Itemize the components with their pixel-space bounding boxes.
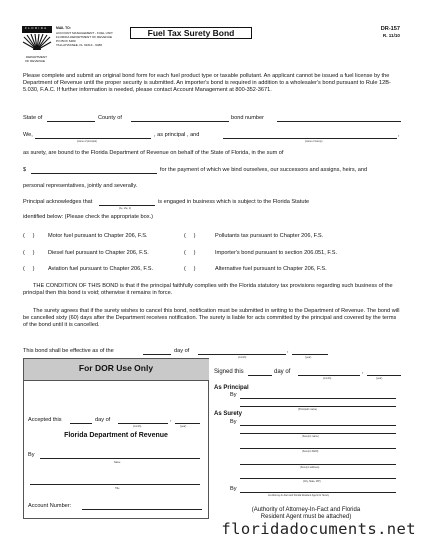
checkbox-alternative-fuel[interactable]: ( )	[184, 266, 196, 272]
bond-number-label: bond number	[231, 115, 264, 121]
effective-text: This bond shall be effective as of the	[23, 348, 114, 354]
signed-month-field[interactable]	[298, 375, 360, 376]
cancellation-paragraph: The surety agrees that if the surety wishes to cancel this bond, notification must be submitted in writing to the Department of Revenue. The bond will be cancelled sixty (60) days after the Department receives notification. The surety is liable for acts committed by the principal and covered by the terms of the bond until it is cancelled.	[23, 308, 400, 328]
signed-comma: ,	[362, 369, 364, 375]
form-revision: R. 11/10	[382, 33, 400, 38]
accepted-label: Accepted this	[28, 417, 62, 423]
checkbox-diesel-fuel[interactable]: ( )	[23, 250, 35, 256]
principal-by-label: By	[230, 392, 237, 398]
accepted-year-caption: (year)	[180, 425, 187, 428]
surety-bound-text: as surety, are bound to the Florida Department of Revenue on behalf of the State of Florida, in the sum of	[23, 150, 284, 156]
signed-day-field[interactable]	[248, 375, 272, 376]
accepted-day-field[interactable]	[70, 423, 92, 424]
form-title: Fuel Tax Surety Bond	[147, 28, 235, 38]
pollutants-label: Pollutants tax pursuant to Chapter 206, F.S.	[215, 233, 324, 239]
motor-fuel-label: Motor fuel pursuant to Chapter 206, F.S.	[48, 233, 148, 239]
dor-use-title: For DOR Use Only	[78, 363, 154, 373]
signed-year-caption: (year)	[376, 377, 383, 380]
dor-name-caption: Name	[114, 461, 121, 464]
checkbox-importers-bond[interactable]: ( )	[184, 250, 196, 256]
surety-fein-line[interactable]	[240, 448, 396, 449]
accepted-year-field[interactable]	[175, 423, 200, 424]
diesel-fuel-label: Diesel fuel pursuant to Chapter 206, F.S.	[48, 250, 149, 256]
surety-signature-field[interactable]	[240, 425, 396, 426]
authority-footnote-line-2: Resident Agent must be attached)	[260, 514, 352, 520]
as-principal-label: , as principal , and	[154, 132, 200, 138]
address-line-4: TALLAHASSEE, FL 32314 - 6480	[56, 42, 103, 47]
importers-bond-label: Importer's bond pursuant to section 206.051, F.S.	[215, 250, 338, 256]
form-number: DR-157	[380, 26, 400, 32]
city-state-zip-caption: (City, State, ZIP)	[303, 480, 321, 483]
seal-bottom-text-1: DEPARTMENT	[26, 55, 48, 59]
bond-sum-field[interactable]	[31, 173, 157, 174]
he-she-it-field[interactable]	[99, 205, 155, 206]
checkbox-aviation-fuel[interactable]: ( )	[23, 266, 35, 272]
surety-name-caption: (name of surety)	[305, 140, 323, 143]
aviation-fuel-label: Aviation fuel pursuant to Chapter 206, F.S.	[48, 266, 153, 272]
surety-fein-caption: (Surety's FEIN)	[302, 450, 319, 453]
bond-number-field[interactable]	[277, 121, 401, 122]
effective-comma: ,	[287, 348, 289, 354]
dollar-sign: $	[23, 167, 27, 173]
acknowledges-label: Principal acknowledges that	[23, 199, 93, 205]
mail-to-label: MAIL TO:	[56, 26, 71, 30]
accepted-month-field[interactable]	[118, 423, 168, 424]
dor-title-field[interactable]	[30, 484, 200, 485]
engaged-text: is engaged in business which is subject to the Florida Statute	[158, 199, 310, 205]
surety-address-caption: (Surety's address)	[300, 466, 320, 469]
watermark-text: floridadocuments.net	[221, 520, 416, 538]
intro-paragraph: Please complete and submit an original bond form for each fuel product type or taxable pollutant. An applicant cannot be issued a fuel license by the Department of Revenue until the proper security is submitted. An importer's bond is required in addition to a wholesaler's bond pursuant to Rule 12B-5.030, F.A.C. If further information is needed, please contact Account Management at 800-352-3671.	[23, 73, 391, 93]
surety-city-state-zip-line[interactable]	[240, 478, 396, 479]
address-line-2: FLORIDA DEPARTMENT OF REVENUE	[56, 34, 113, 39]
county-label: County of	[98, 115, 122, 121]
effective-day-field[interactable]	[143, 354, 171, 355]
county-field[interactable]	[131, 121, 229, 122]
surety-by-label: By	[230, 419, 237, 425]
jointly-text: personal representatives, jointly and severally.	[23, 183, 138, 189]
account-number-label: Account Number:	[28, 503, 72, 509]
comma-text: ,	[398, 132, 400, 138]
seal-top-text: FLORIDA	[25, 26, 48, 30]
accepted-day-of: day of	[95, 417, 111, 423]
seal-bottom-text-2: OF REVENUE	[25, 59, 46, 63]
principal-name-caption-right: (Principal's name)	[298, 408, 318, 411]
alternative-fuel-label: Alternative fuel pursuant to Chapter 206, F.S.	[215, 266, 327, 272]
state-label: State of	[23, 115, 43, 121]
dor-title-caption: Title	[115, 487, 120, 490]
dor-department-name: Florida Department of Revenue	[64, 432, 168, 439]
surety-name-caption-right: (Surety's name)	[302, 435, 319, 438]
we-label: We,	[23, 132, 33, 138]
principal-signature-field[interactable]	[240, 398, 396, 399]
attorney-by-label: By	[230, 486, 237, 492]
account-number-field[interactable]	[82, 509, 202, 510]
accepted-comma: ,	[170, 417, 172, 423]
checkbox-pollutants[interactable]: ( )	[184, 233, 196, 239]
effective-month-field[interactable]	[198, 354, 286, 355]
signed-month-caption: (month)	[323, 377, 332, 380]
accepted-month-caption: (month)	[133, 425, 142, 428]
address-line-1: ACCOUNT MANAGEMENT - FUEL UNIT	[56, 30, 113, 35]
effective-year-field[interactable]	[292, 354, 328, 355]
effective-day-of: day of	[174, 348, 190, 354]
attorney-caption: As Attorney-In-Fact and Florida Resident Agent for Surety	[268, 494, 329, 497]
signed-day-of: day of	[274, 369, 291, 375]
as-surety-heading: As Surety	[214, 411, 243, 417]
address-line-3: PO BOX 6480	[56, 38, 76, 43]
identified-text: identified below: (Please check the appropriate box.)	[23, 214, 153, 220]
signed-year-field[interactable]	[367, 375, 401, 376]
principal-name-caption: (name of principal)	[77, 140, 97, 143]
surety-name-line[interactable]	[240, 433, 396, 434]
principal-name-line[interactable]	[240, 406, 396, 407]
dor-by-label: By	[28, 452, 35, 458]
signed-text: Signed this	[214, 369, 244, 375]
dor-name-field[interactable]	[40, 458, 200, 459]
as-principal-heading: As Principal	[214, 385, 249, 391]
condition-paragraph: THE CONDITION OF THIS BOND is that if the principal faithfully complies with the Florida statutory tax provisions regarding such business of the principal then this bond is void; otherwise it remains in force.	[23, 283, 393, 296]
attorney-signature-field[interactable]	[240, 492, 396, 493]
effective-month-caption: (month)	[238, 356, 247, 359]
principal-name-field[interactable]	[35, 138, 151, 139]
authority-footnote-line-1: (Authority of Attorney-In-Fact and Florida	[251, 507, 361, 513]
surety-address-line[interactable]	[240, 464, 396, 465]
effective-year-caption: (year)	[305, 356, 312, 359]
he-she-it-caption: (he, she, it)	[119, 207, 131, 210]
payment-text: for the payment of which we bind ourselves, our successors and assigns, heirs, and	[160, 167, 368, 173]
state-field[interactable]	[47, 121, 95, 122]
surety-name-field[interactable]	[223, 138, 397, 139]
checkbox-motor-fuel[interactable]: ( )	[23, 233, 35, 239]
